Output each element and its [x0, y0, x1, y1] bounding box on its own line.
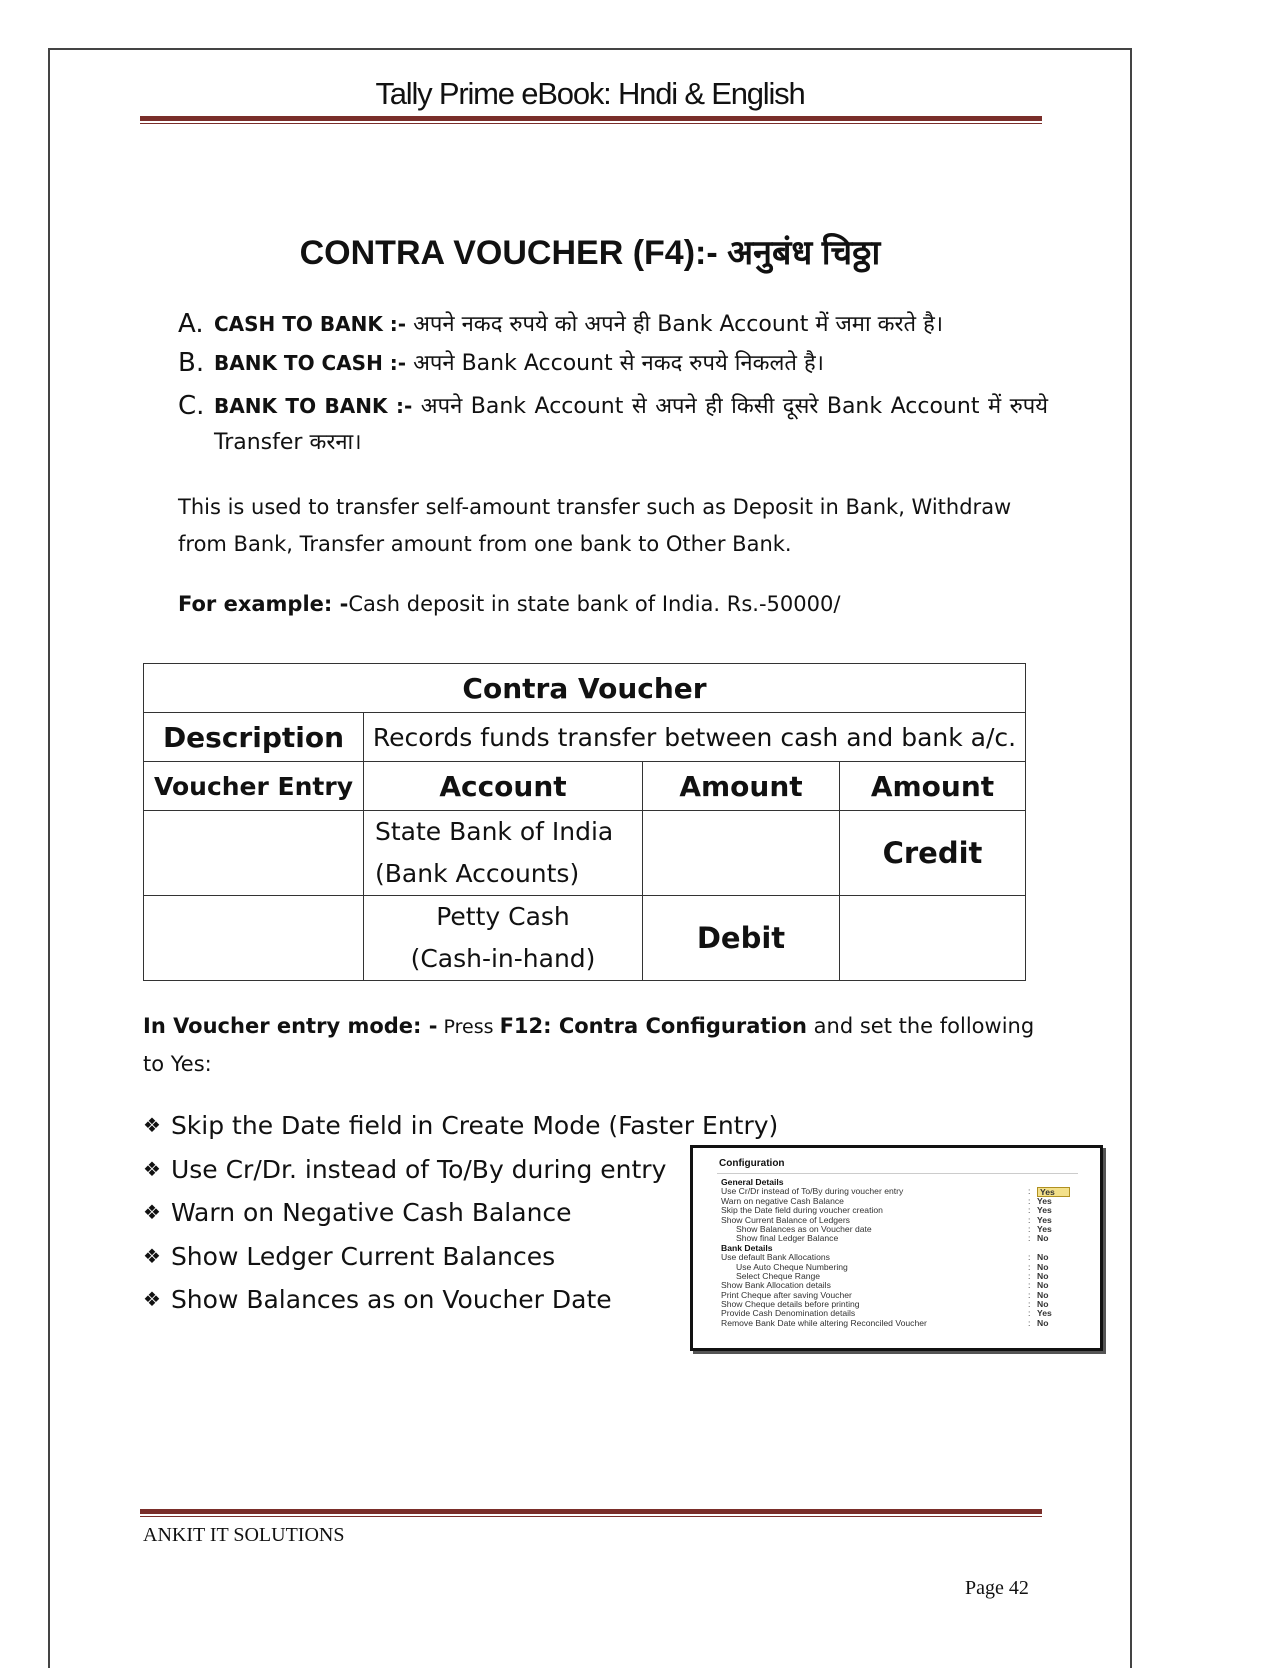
config-value: No — [1037, 1299, 1049, 1310]
list-item — [143, 1105, 778, 1149]
type-term: BANK TO CASH :- — [214, 351, 407, 375]
account-group: (Cash-in-hand) — [410, 944, 596, 973]
config-colon: : — [1028, 1186, 1031, 1197]
config-value: No — [1037, 1270, 1049, 1281]
diamond-bullet-icon: ❖ — [143, 1243, 161, 1268]
config-value: No — [1037, 1233, 1049, 1244]
account-name: State Bank of India — [375, 817, 614, 846]
column-header: Voucher Entry — [144, 762, 364, 811]
config-label: General Details — [721, 1177, 784, 1187]
setting-text: Use Cr/Dr. instead of To/By during entry — [170, 1154, 667, 1184]
example-text: Cash deposit in state bank of India. Rs.-50000/ — [348, 592, 841, 616]
config-value: No — [1037, 1317, 1049, 1328]
list-item — [143, 1279, 778, 1323]
config-colon: : — [1028, 1308, 1031, 1319]
config-label: Provide Cash Denomination details — [721, 1308, 856, 1319]
config-colon: : — [1028, 1317, 1031, 1328]
diamond-bullet-icon: ❖ — [143, 1200, 161, 1224]
diamond-bullet-icon: ❖ — [143, 1287, 161, 1311]
instruction-rest: and set the following to Yes: — [143, 1014, 1035, 1076]
main-title: CONTRA VOUCHER (F4):- अनुबंध चिठ्ठा — [299, 234, 881, 272]
config-label: Show Cheque details before printing — [721, 1299, 860, 1310]
config-colon: : — [1028, 1252, 1031, 1263]
settings-list — [143, 1105, 778, 1323]
setting-text: Show Ledger Current Balances — [170, 1241, 556, 1271]
config-label: Use Cr/Dr instead of To/By during voucher entry — [721, 1186, 904, 1197]
list-letter: A. — [178, 309, 204, 339]
config-value: No — [1037, 1252, 1049, 1263]
credit-cell: Credit — [840, 811, 1026, 896]
list-item — [178, 345, 1048, 382]
setting-text: Show Balances as on Voucher Date — [170, 1285, 612, 1314]
config-label: Use Auto Cheque Numbering — [736, 1261, 848, 1272]
list-item — [143, 1149, 778, 1193]
diamond-bullet-icon: ❖ — [143, 1113, 161, 1137]
instruction-label: In Voucher entry mode: - — [143, 1014, 438, 1038]
contra-voucher-table — [143, 663, 1026, 981]
type-term: BANK TO BANK :- — [214, 394, 413, 418]
config-label: Skip the Date field during voucher creation — [721, 1205, 883, 1216]
config-value: No — [1037, 1261, 1049, 1272]
setting-text: Warn on Negative Cash Balance — [170, 1198, 572, 1227]
config-value: No — [1037, 1289, 1049, 1300]
column-header: Amount — [840, 762, 1026, 811]
config-label: Select Cheque Range — [736, 1270, 821, 1281]
list-letter: C. — [178, 391, 205, 421]
configuration-screenshot — [690, 1145, 1103, 1351]
account-group: (Bank Accounts) — [375, 859, 580, 888]
account-cell — [364, 896, 643, 981]
config-instruction — [143, 1008, 1043, 1083]
config-label: Show final Ledger Balance — [736, 1233, 839, 1244]
type-term: CASH TO BANK :- — [214, 312, 407, 336]
table-row — [144, 811, 1026, 896]
config-value: Yes — [1037, 1223, 1052, 1234]
instruction-press: Press — [437, 1016, 500, 1038]
debit-cell — [643, 811, 840, 896]
account-name: Petty Cash — [436, 902, 570, 931]
header-rule — [140, 116, 1042, 124]
list-letter: B. — [178, 348, 205, 378]
config-colon: : — [1028, 1299, 1031, 1310]
config-row — [721, 1319, 1091, 1328]
config-label: Use default Bank Allocations — [721, 1252, 830, 1263]
diamond-bullet-icon: ❖ — [143, 1156, 161, 1181]
config-label: Show Bank Allocation details — [721, 1280, 831, 1291]
config-colon: : — [1028, 1289, 1031, 1300]
list-item — [143, 1192, 778, 1236]
example-paragraph — [178, 586, 1028, 623]
type-text: अपने Bank Account से अपने ही किसी दूसरे Bank Account में रुपये Transfer करना। — [214, 394, 1049, 455]
voucher-entry-cell — [144, 811, 364, 896]
config-value: Yes — [1037, 1195, 1052, 1206]
config-label: Remove Bank Date while altering Reconciled Voucher — [721, 1317, 927, 1328]
contra-types-list — [178, 306, 1048, 463]
config-value: Yes — [1037, 1214, 1052, 1225]
footer-company: ANKIT IT SOLUTIONS — [143, 1524, 345, 1546]
config-colon: : — [1028, 1223, 1031, 1234]
column-header: Amount — [643, 762, 840, 811]
example-label: For example: - — [178, 592, 349, 616]
voucher-entry-cell — [144, 896, 364, 981]
footer-rule — [140, 1509, 1042, 1517]
config-colon: : — [1028, 1214, 1031, 1225]
config-colon: : — [1028, 1233, 1031, 1244]
table-title: Contra Voucher — [144, 664, 1026, 713]
debit-cell: Debit — [643, 896, 840, 981]
config-value: No — [1037, 1280, 1049, 1291]
description-label: Description — [144, 713, 364, 762]
table-row — [144, 896, 1026, 981]
header-title: Tally Prime eBook: Hndi & English — [375, 76, 805, 111]
config-divider — [717, 1173, 1078, 1174]
config-title: Configuration — [719, 1158, 785, 1169]
config-colon: : — [1028, 1195, 1031, 1206]
credit-cell — [840, 896, 1026, 981]
setting-text: Skip the Date field in Create Mode (Faster Entry) — [170, 1111, 779, 1140]
instruction-key: F12: Contra Configuration — [499, 1014, 807, 1038]
config-value: Yes — [1037, 1308, 1052, 1319]
config-rows — [721, 1178, 1091, 1328]
type-text: अपने Bank Account से नकद रुपये निकलते है। — [406, 351, 824, 376]
config-label: Bank Details — [721, 1242, 773, 1253]
list-item — [178, 306, 1048, 343]
type-text: अपने नकद रुपये को अपने ही Bank Account में जमा करते है। — [406, 312, 944, 337]
description-value: Records funds transfer between cash and bank a/c. — [364, 713, 1026, 762]
page-number: Page 42 — [965, 1577, 1029, 1599]
usage-paragraph: This is used to transfer self-amount transfer such as Deposit in Bank, Withdraw from Bank, Transfer amount from one bank to Other Bank. — [178, 495, 1012, 556]
config-colon: : — [1028, 1261, 1031, 1272]
column-header: Account — [364, 762, 643, 811]
config-colon: : — [1028, 1270, 1031, 1281]
account-cell — [364, 811, 643, 896]
config-value: Yes — [1037, 1205, 1052, 1216]
config-value: Yes — [1037, 1187, 1070, 1197]
config-row — [721, 1234, 1091, 1243]
config-label: Show Current Balance of Ledgers — [721, 1214, 850, 1225]
config-label: Warn on negative Cash Balance — [721, 1195, 844, 1206]
list-item — [178, 388, 1048, 461]
config-colon: : — [1028, 1205, 1031, 1216]
list-item — [143, 1236, 778, 1280]
config-label: Print Cheque after saving Voucher — [721, 1289, 852, 1300]
config-colon: : — [1028, 1280, 1031, 1291]
config-label: Show Balances as on Voucher date — [736, 1223, 872, 1234]
